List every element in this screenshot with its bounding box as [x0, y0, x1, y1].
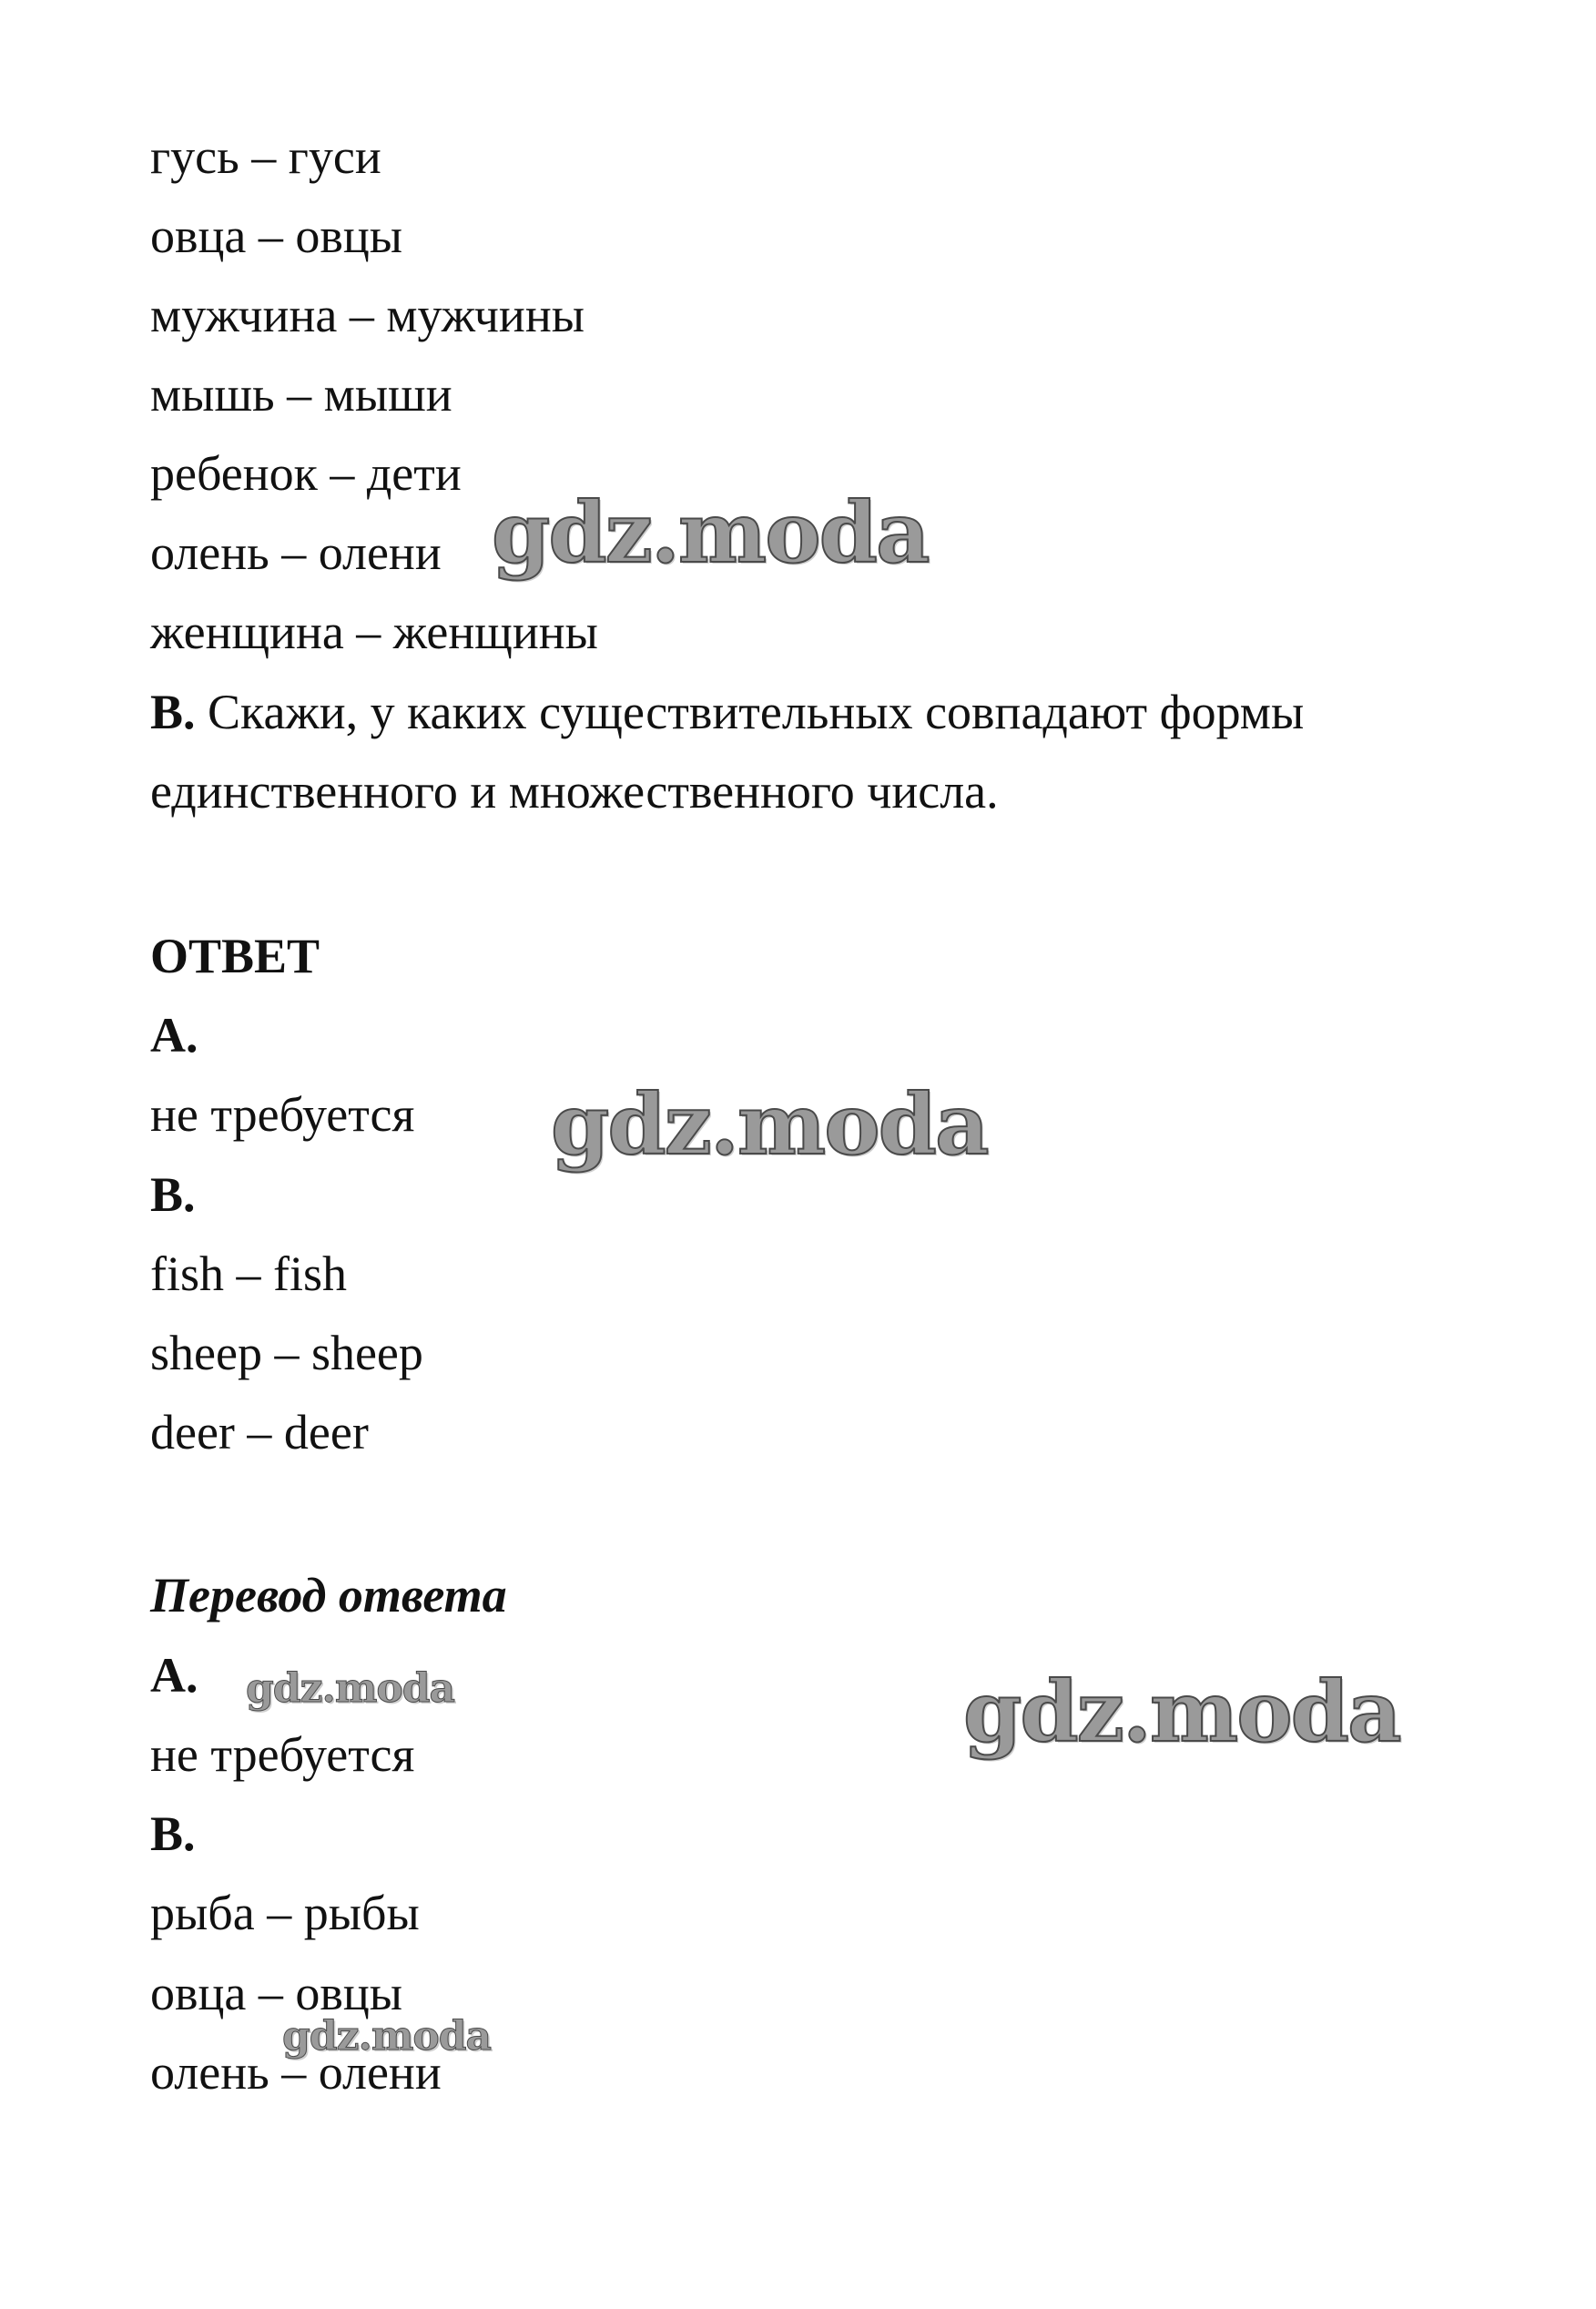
answer-b-item: deer – deer — [150, 1405, 369, 1460]
word-pair: олень – олени — [150, 525, 442, 580]
word-pair: мышь – мыши — [150, 367, 452, 422]
watermark-logo: gdz.moda — [246, 1665, 455, 1712]
task-b-text: Скажи, у каких существительных совпадают формы — [195, 685, 1305, 739]
word-pair: ребенок – дети — [150, 446, 462, 501]
translation-a-text: не требуется — [150, 1727, 415, 1782]
translation-b-item: рыба – рыбы — [150, 1886, 420, 1940]
task-b-line2: единственного и множественного числа. — [150, 764, 999, 819]
watermark-logo: gdz.moda — [282, 2013, 492, 2060]
watermark-logo: gdz.moda — [963, 1663, 1400, 1761]
task-b-line1 — [150, 683, 1304, 741]
translation-b-item: овца – овцы — [150, 1966, 403, 2020]
word-pair: мужчина – мужчины — [150, 288, 585, 342]
translation-b-item: олень – олени — [150, 2045, 442, 2100]
answer-heading: ОТВЕТ — [150, 929, 320, 983]
task-b-label: B. — [150, 685, 196, 739]
word-pair: гусь – гуси — [150, 129, 381, 184]
word-pair: женщина – женщины — [150, 605, 598, 659]
word-pair: овца – овцы — [150, 209, 403, 263]
watermark-logo: gdz.moda — [492, 483, 929, 582]
answer-a-label: A. — [150, 1008, 198, 1063]
translation-a-label: A. — [150, 1648, 198, 1703]
translation-heading: Перевод ответа — [150, 1568, 507, 1622]
answer-b-item: sheep – sheep — [150, 1326, 423, 1380]
answer-b-label: B. — [150, 1167, 196, 1222]
answer-b-item: fish – fish — [150, 1246, 347, 1301]
translation-b-label: B. — [150, 1806, 196, 1861]
watermark-logo: gdz.moda — [551, 1075, 988, 1174]
answer-a-text: не требуется — [150, 1087, 415, 1142]
